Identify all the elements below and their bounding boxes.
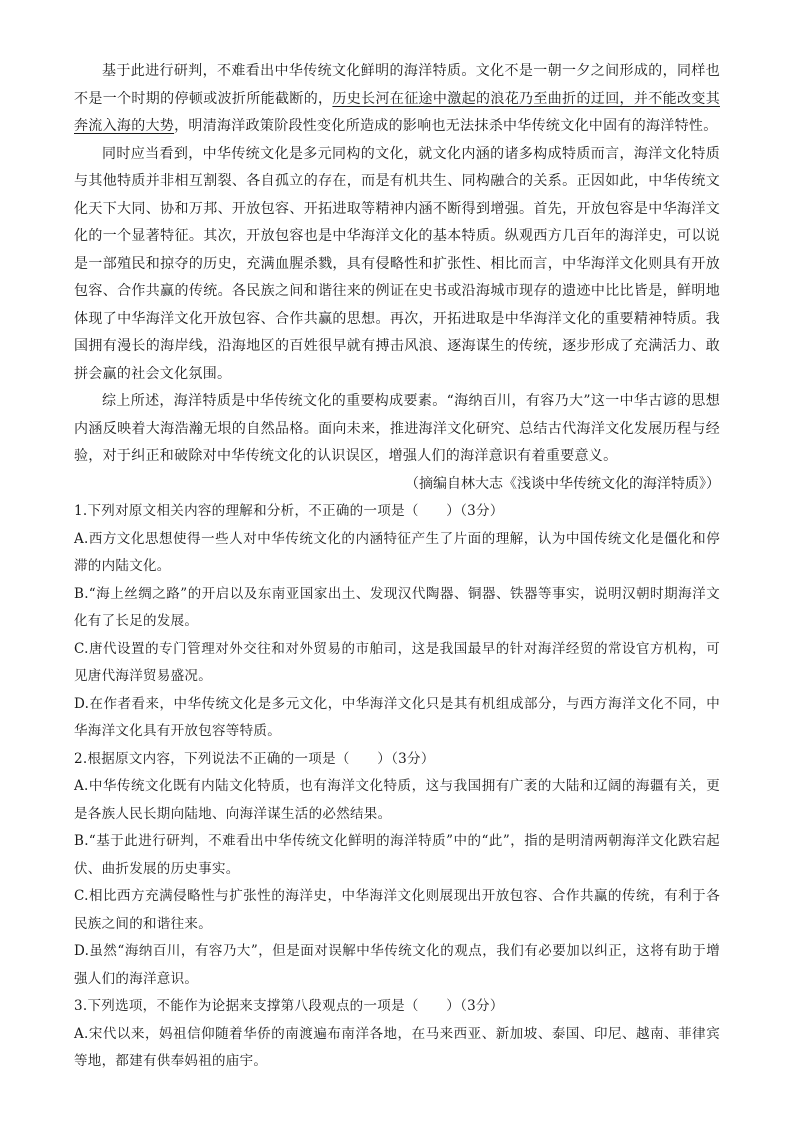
passage-text: ，明清海洋政策阶段性变化所造成的影响也无法抹杀中华传统文化中固有的海洋特性。 [174, 118, 718, 134]
question-stem: 1.下列对原文相关内容的理解和分析，不正确的一项是（ ）（3分） [74, 503, 504, 519]
passage-paragraph-3: 综上所述，海洋特质是中华传统文化的重要构成要素。“海纳百川，有容乃大”这一中华古谚的思想内涵反映着大海浩瀚无垠的自然品格。面向未来，推进海洋文化研究、总结古代海洋文化发展历程与经验，对于纠正和破除对中华传统文化的认识误区，增强人们的海洋意识有着重要意义。 [74, 393, 720, 464]
underlined-sentence: 历史长河在征途中激起的浪花乃至曲折的迂回，并不能改变其奔流入海的大势 [74, 90, 720, 134]
option-a: A.西方文化思想使得一些人对中华传统文化的内涵特征产生了片面的理解，认为中国传统文化是僵化和停滞的内陆文化。 [74, 530, 720, 574]
document-page [74, 58, 720, 1076]
option-c: C.相比西方充满侵略性与扩张性的海洋史，中华海洋文化则展现出开放包容、合作共赢的传统，有利于各民族之间的和谐往来。 [74, 888, 720, 932]
option-b: B.“基于此进行研判，不难看出中华传统文化鲜明的海洋特质”中的“此”，指的是明清两朝海洋文化跌宕起伏、曲折发展的历史事实。 [74, 833, 720, 877]
passage-paragraph-1 [74, 58, 720, 141]
option-c: C.唐代设置的专门管理对外交往和对外贸易的市舶司，这是我国最早的针对海洋经贸的常设官方机构，可见唐代海洋贸易盛况。 [74, 640, 720, 684]
option-b: B.“海上丝绸之路”的开启以及东南亚国家出土、发现汉代陶器、铜器、铁器等事实，说明汉朝时期海洋文化有了长足的发展。 [74, 585, 720, 629]
question-stem: 2.根据原文内容，下列说法不正确的一项是（ ）（3分） [74, 750, 435, 767]
option-a: A.中华传统文化既有内陆文化特质，也有海洋文化特质，这与我国拥有广袤的大陆和辽阔的海疆有关，更是各族人民长期向陆地、向海洋谋生活的必然结果。 [74, 778, 720, 822]
option-a: A.宋代以来，妈祖信仰随着华侨的南渡遍布南洋各地，在马来西亚、新加坡、泰国、印尼、越南、菲律宾等地，都建有供奉妈祖的庙宇。 [74, 1025, 720, 1069]
question-3 [74, 993, 720, 1076]
passage-source: （摘编自林大志《浅谈中华传统文化的海洋特质》） [405, 475, 720, 492]
question-stem: 3.下列选项，不能作为论据来支撑第八段观点的一项是（ ）（3分） [74, 998, 504, 1014]
question-1 [74, 498, 720, 746]
option-d: D.在作者看来，中华传统文化是多元文化，中华海洋文化只是其有机组成部分，与西方海洋文化不同，中华海洋文化具有开放包容等特质。 [74, 695, 720, 739]
question-2 [74, 746, 720, 994]
passage-text: 基于此进行研判，不难看出中华传统文化鲜明的海洋特质。文化不是一朝一夕之间形成的，同样也不是一个时期的停顿或波折所能截断的， [74, 63, 720, 107]
passage-paragraph-2: 同时应当看到，中华传统文化是多元同构的文化，就文化内涵的诸多构成特质而言，海洋文化特质与其他特质并非相互割裂、各自孤立的存在，而是有机共生、同构融合的关系。正因如此，中华传统文化天下大同、协和万邦、开放包容、开拓进取等精神内涵不断得到增强。首先，开放包容是中华海洋文化的一个显著特征。其次，开放包容也是中华海洋文化的基本特质。纵观西方几百年的海洋史，可以说是一部殖民和掠夺的历史，充满血腥杀戮，具有侵略性和扩张性、相比而言，中华海洋文化则具有开放包容、合作共赢的传统。各民族之间和谐往来的例证在史书或沿海城市现存的遗迹中比比皆是，鲜明地体现了中华海洋文化开放包容、合作共赢的思想。再次，开拓进取是中华海洋文化的重要精神特质。我国拥有漫长的海岸线，沿海地区的百姓很早就有搏击风浪、逐海谋生的传统，逐步形成了充满活力、敢拼会赢的社会文化氛围。 [74, 145, 720, 382]
option-d: D.虽然“海纳百川，有容乃大”，但是面对误解中华传统文化的观点，我们有必要加以纠正，这将有助于增强人们的海洋意识。 [74, 943, 720, 987]
